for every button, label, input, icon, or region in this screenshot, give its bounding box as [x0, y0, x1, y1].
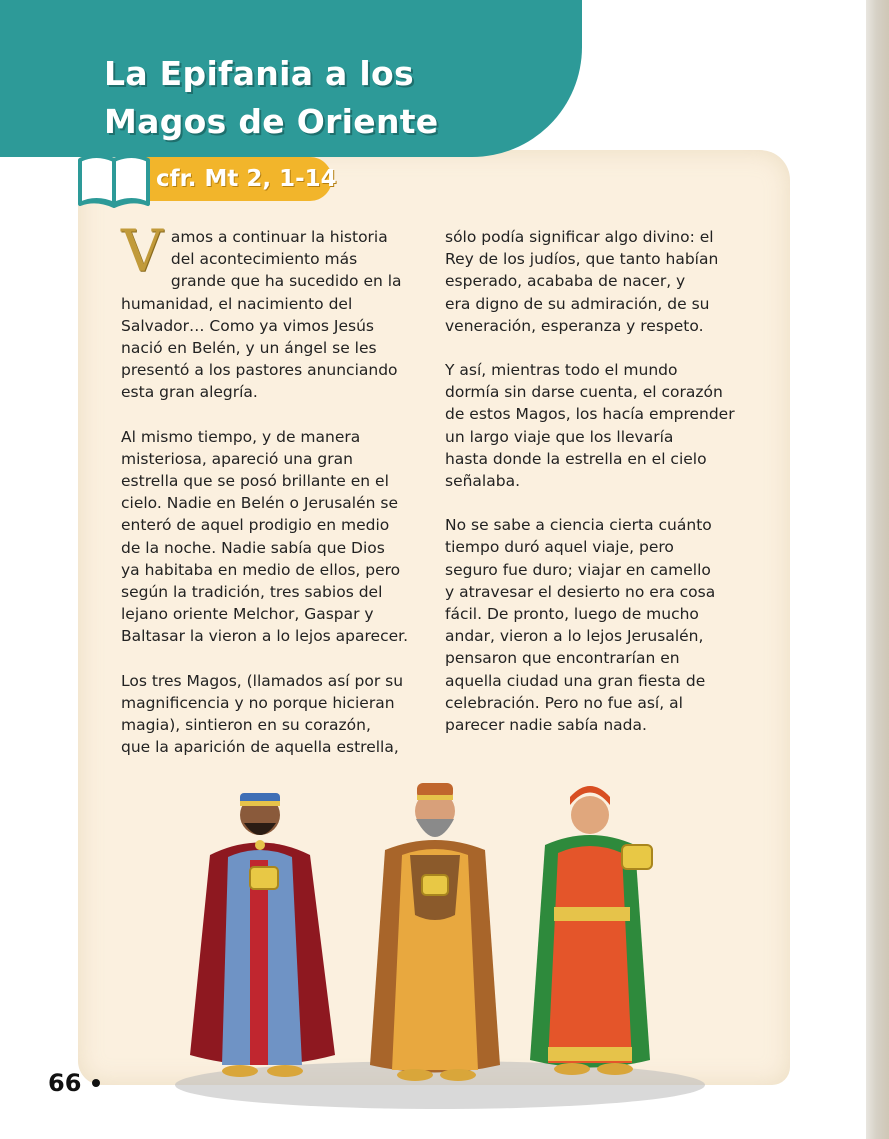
open-book-icon	[74, 150, 154, 208]
three-wise-men-illustration	[170, 775, 710, 1110]
paragraph: No se sabe a ciencia cierta cuánto tiempo duró aquel viaje, pero seguro fue duro; viajar en camello y atravesar el desierto no era cosa fácil. De pronto, luego de mucho andar, vieron a lo lejos Jerusalén, pensaron que encontrarían en aquella ciudad una gran fiesta de celebración. Pero no fue así, al parecer nadie sabía nada.	[445, 516, 716, 735]
scripture-reference: cfr. Mt 2, 1-14	[156, 166, 337, 192]
page-number: 66	[48, 1069, 82, 1097]
paragraph: Y así, mientras todo el mundo dormía sin darse cuenta, el corazón de estos Magos, los hacía emprender un largo viaje que los llevaría hasta donde la estrella en el cielo señalaba.	[445, 361, 735, 491]
title-line-1: La Epifania a los	[104, 54, 414, 93]
king-gold-figure	[370, 783, 500, 1081]
title-line-2: Magos de Oriente	[104, 102, 439, 141]
king-blue-figure	[190, 793, 335, 1077]
drop-cap: V	[121, 217, 163, 285]
paragraph-text: amos a continuar la historia del acontecimiento más grande que ha sucedido en la humanidad, el nacimiento del Salvador… Como ya vimos Jesús nació en Belén, y un ángel se les presentó a los pastores anunciando esta gran alegría.	[121, 228, 402, 402]
page-title	[104, 50, 439, 146]
article-column-left	[121, 217, 441, 780]
page-number-bullet	[92, 1079, 100, 1087]
paragraph: sólo podía significar algo divino: el Rey de los judíos, que tanto habían esperado, acababa de nacer, y era digno de su admiración, de su veneración, esperanza y respeto.	[445, 228, 719, 335]
article-column-right	[445, 226, 765, 758]
paragraph: Los tres Magos, (llamados así por su magnificencia y no porque hicieran magia), sintieron en su corazón, que la aparición de aquella estrella,	[121, 671, 404, 757]
king-red-figure	[530, 786, 652, 1075]
paragraph	[121, 217, 441, 404]
paragraph: Al mismo tiempo, y de manera misteriosa, apareció una gran estrella que se posó brillante en el cielo. Nadie en Belén o Jerusalén se enteró de aquel prodigio en medio de la noche. Nadie sabía que Dios ya habitaba en medio de ellos, pero según la tradición, tres sabios del lejano oriente Melchor, Gaspar y Baltasar la vieron a lo lejos aparecer.	[121, 427, 409, 646]
page-edge	[866, 0, 889, 1139]
